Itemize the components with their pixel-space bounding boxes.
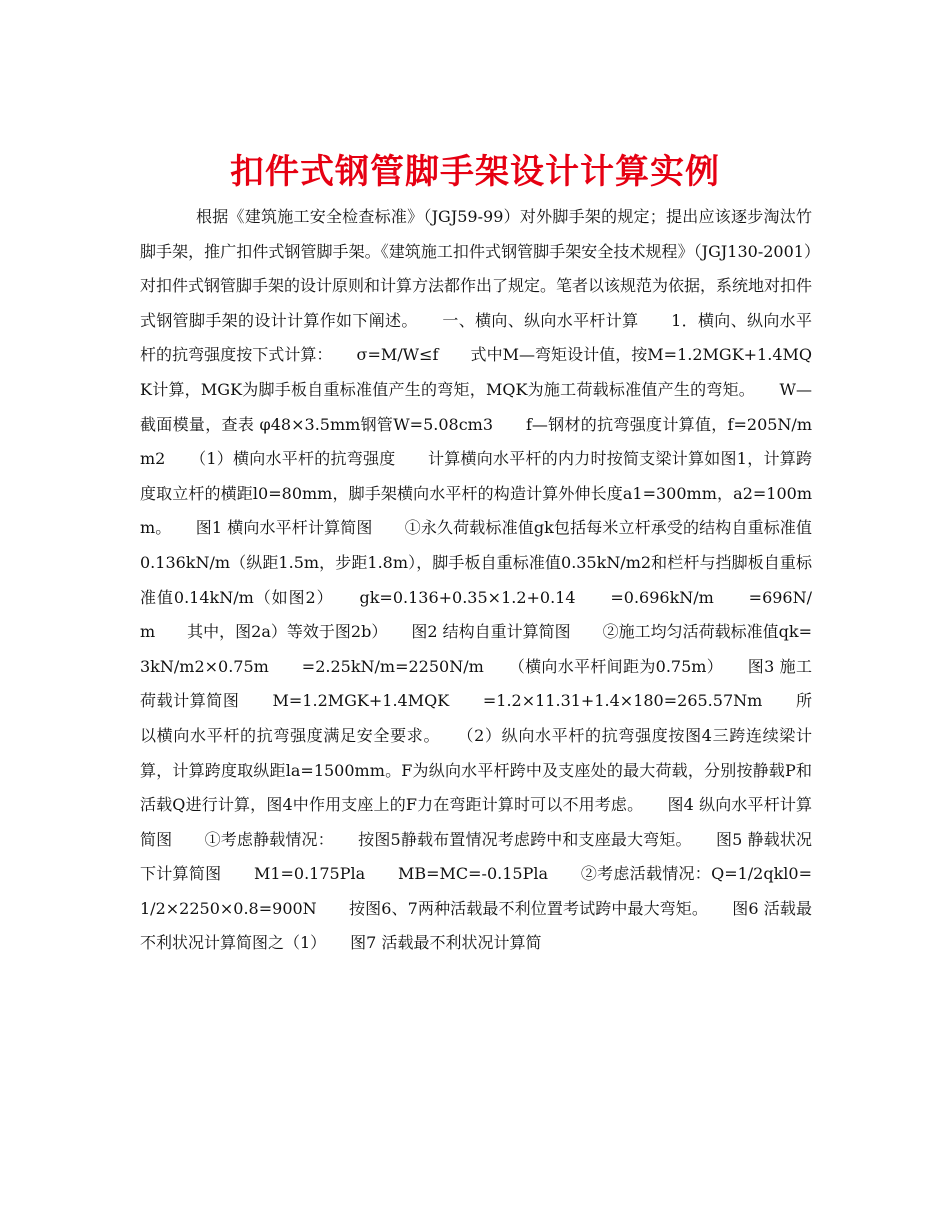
document-title: 扣件式钢管脚手架设计计算实例: [230, 151, 720, 192]
document-body: 根据《建筑施工安全检查标准》（JGJ59-99）对外脚手架的规定；提出应该逐步淘汰竹脚手架，推广扣件式钢管脚手架。《建筑施工扣件式钢管脚手架安全技术规程》（JGJ130-2001）对扣件式钢管脚手架的设计原则和计算方法都作出了规定。笔者以该规范为依据，系统地对扣件式钢管脚手架的设计计算作如下阐述。 一、横向、纵向水平杆计算 1．横向、纵向水平杆的抗弯强度按下式计算： σ=M/W≤f 式中M—弯矩设计值，按M=1.2MGK+1.4MQK计算，MGK为脚手板自重标准值产生的弯矩，MQK为施工荷载标准值产生的弯矩。 W—截面模量，查表 φ48×3.5mm钢管W=5.08cm3 f—钢材的抗弯强度计算值，f=205N/mm2 （1）横向水平杆的抗弯强度 计算横向水平杆的内力时按简支梁计算如图1，计算跨度取立杆的横距l0=80mm，脚手架横向水平杆的构造计算外伸长度a1=300mm，a2=100mm。 图1 横向水平杆计算简图 ①永久荷载标准值gk包括每米立杆承受的结构自重标准值0.136kN/m（纵距1.5m，步距1.8m），脚手板自重标准值0.35kN/m2和栏杆与挡脚板自重标准值0.14kN/m（如图2） gk=0.136+0.35×1.2+0.14 =0.696kN/m =696N/m 其中，图2a）等效于图2b） 图2 结构自重计算简图 ②施工均匀活荷载标准值qk=3kN/m2×0.75m =2.25kN/m=2250N/m （横向水平杆间距为0.75m） 图3 施工荷载计算简图 M=1.2MGK+1.4MQK =1.2×11.31+1.4×180=265.57Nm 所以横向水平杆的抗弯强度满足安全要求。 （2）纵向水平杆的抗弯强度按图4三跨连续梁计算，计算跨度取纵距la=1500mm。F为纵向水平杆跨中及支座处的最大荷载，分别按静载P和活载Q进行计算，图4中作用支座上的F力在弯距计算时可以不用考虑。 图4 纵向水平杆计算简图 ①考虑静载情况： 按图5静载布置情况考虑跨中和支座最大弯矩。 图5 静载状况下计算简图 M1=0.175Pla MB=MC=-0.15Pla ②考虑活载情况：Q=1/2qkl0=1/2×2250×0.8=900N 按图6、7两种活载最不利位置考试跨中最大弯矩。 图6 活载最不利状况计算简图之（1） 图7 活载最不利状况计算简: [140, 207, 813, 953]
